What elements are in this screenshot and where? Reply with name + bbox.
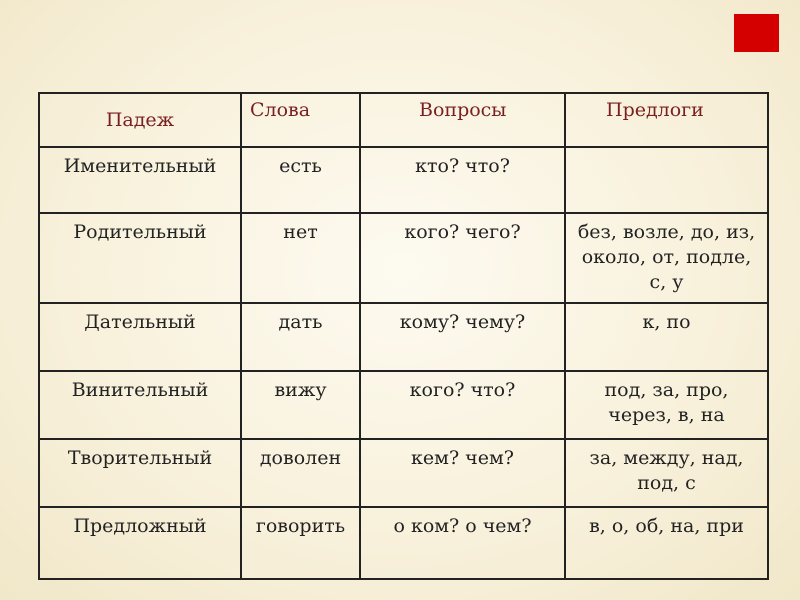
- question-cell: кого? что?: [360, 371, 565, 439]
- word-cell: говорить: [241, 507, 360, 579]
- question-cell: кого? чего?: [360, 213, 565, 303]
- table-row: [39, 371, 768, 439]
- table-row: [39, 213, 768, 303]
- case-cell: Творительный: [39, 439, 241, 507]
- red-square-decoration: [734, 14, 779, 52]
- question-cell: о ком? о чем?: [360, 507, 565, 579]
- header-prepositions: Предлоги: [565, 93, 768, 147]
- table-row: [39, 147, 768, 213]
- word-cell: нет: [241, 213, 360, 303]
- table-row: [39, 507, 768, 579]
- case-cell: Винительный: [39, 371, 241, 439]
- word-cell: есть: [241, 147, 360, 213]
- prepositions-cell: [565, 147, 768, 213]
- question-cell: кто? что?: [360, 147, 565, 213]
- word-cell: доволен: [241, 439, 360, 507]
- header-questions: Вопросы: [360, 93, 565, 147]
- word-cell: дать: [241, 303, 360, 371]
- table-row: [39, 439, 768, 507]
- prepositions-cell: без, возле, до, из, около, от, подле, с, у: [565, 213, 768, 303]
- table-row: [39, 303, 768, 371]
- case-cell: Именительный: [39, 147, 241, 213]
- prepositions-cell: к, по: [565, 303, 768, 371]
- prepositions-cell: под, за, про, через, в, на: [565, 371, 768, 439]
- prepositions-cell: за, между, над, под, с: [565, 439, 768, 507]
- prepositions-cell: в, о, об, на, при: [565, 507, 768, 579]
- question-cell: кем? чем?: [360, 439, 565, 507]
- header-words: Слова: [241, 93, 360, 147]
- case-cell: Родительный: [39, 213, 241, 303]
- case-cell: Дательный: [39, 303, 241, 371]
- cases-table: [38, 92, 769, 580]
- word-cell: вижу: [241, 371, 360, 439]
- case-cell: Предложный: [39, 507, 241, 579]
- question-cell: кому? чему?: [360, 303, 565, 371]
- header-case: Падеж: [39, 93, 241, 147]
- table-header-row: [39, 93, 768, 147]
